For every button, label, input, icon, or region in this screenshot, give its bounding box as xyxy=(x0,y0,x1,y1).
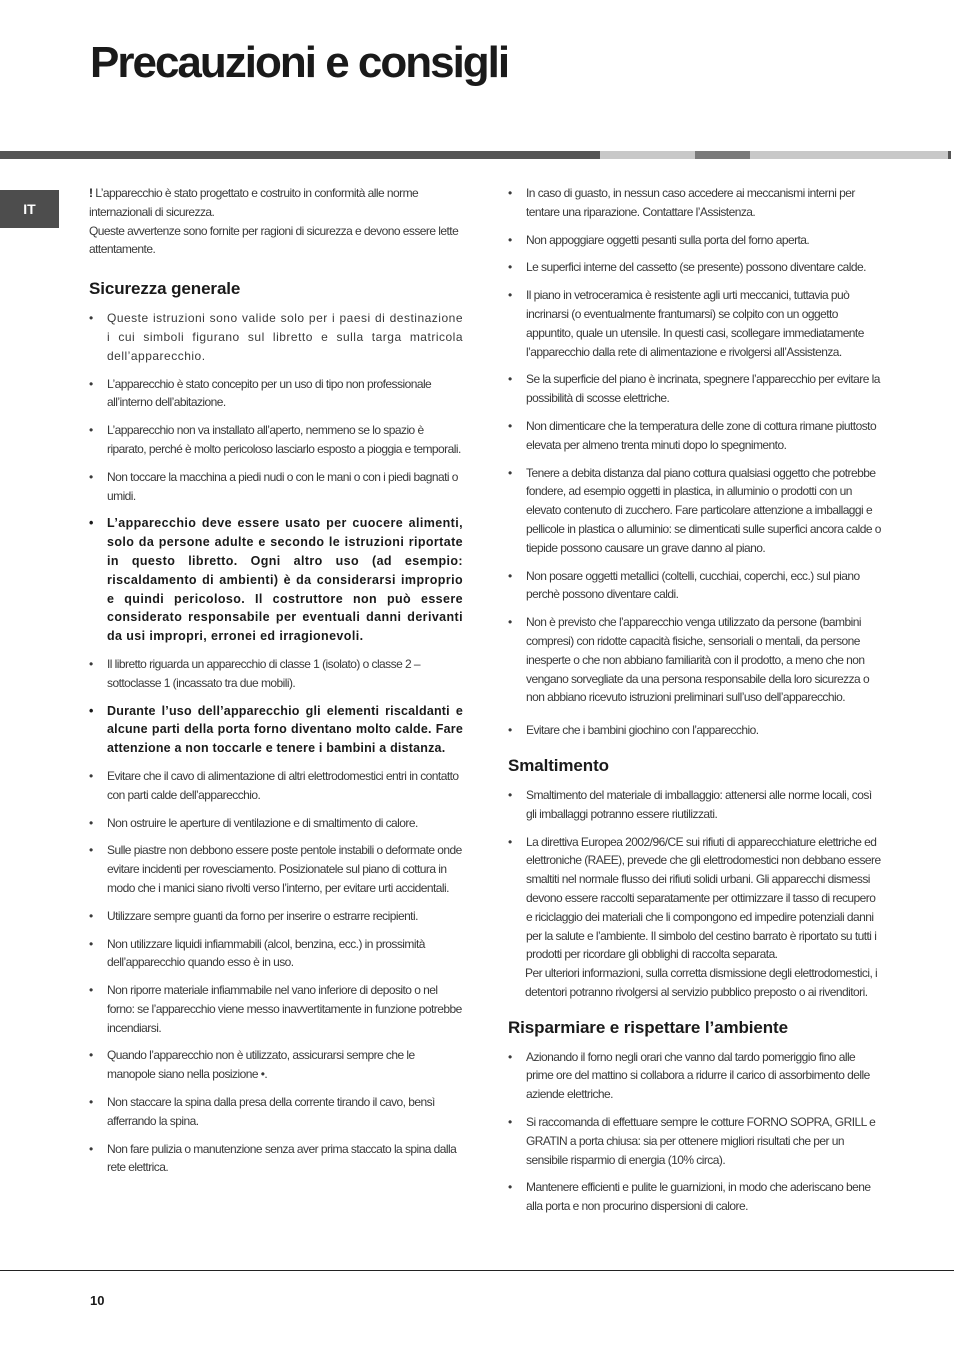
list-item: • Se la superficie del piano è incrinata, spegnere l’apparecchio per evitare la possibilità di scosse elettriche. xyxy=(508,370,882,408)
section-heading-disposal: Smaltimento xyxy=(508,755,609,775)
list-item: • Non fare pulizia o manutenzione senza aver prima staccato la spina dalla rete elettrica. xyxy=(89,1140,463,1178)
list-item: • Sulle piastre non debbono essere poste pentole instabili o deformate onde evitare incidenti per rovesciamento. Posizionatele sul piano di cottura in modo che i manici siano rivolti verso l’interno, per evitare urti accidentali. xyxy=(89,841,463,897)
list-item: • Non è previsto che l’apparecchio venga utilizzato da persone (bambini compresi) con ridotte capacità fisiche, sensoriali o mentali, da persone inesperte o che non abbiano familiarità con il prodotto, a meno che non vengano sorvegliate da una persona responsabile della loro sicurezza o non abbiano ricevuto istruzioni preliminari sull’uso dell’apparecchio. xyxy=(508,613,882,707)
header-bar-dark xyxy=(0,151,600,159)
list-item: • Non utilizzare liquidi infiammabili (alcol, benzina, ecc.) in prossimità dell’apparecchio quando esso è in uso. xyxy=(89,935,463,973)
list-item: • Non posare oggetti metallici (coltelli, cucchiai, coperchi, ecc.) sul piano perchè possono diventare caldi. xyxy=(508,567,882,605)
list-item: • Non staccare la spina dalla presa della corrente tirando il cavo, bensì afferrando la spina. xyxy=(89,1093,463,1131)
list-item: • In caso di guasto, in nessun caso accedere ai meccanismi interni per tentare una riparazione. Contattare l’Assistenza. xyxy=(508,184,882,222)
list-item: • Il piano in vetroceramica è resistente agli urti meccanici, tuttavia può incrinarsi (o eventualmente frantumarsi) se colpito con un oggetto appuntito, quale un utensile. In questi casi, scollegare immediatamente l’apparecchio dalla rete di alimentazione e rivolgersi all’Assistenza. xyxy=(508,286,882,361)
list-item: • Non dimenticare che la temperatura delle zone di cottura rimane piuttosto elevata per almeno trenta minuti dopo lo spegnimento. xyxy=(508,417,882,455)
page-title: Precauzioni e consigli xyxy=(90,38,509,87)
saving-list xyxy=(508,1048,882,1216)
list-item: • Non appoggiare oggetti pesanti sulla porta del forno aperta. xyxy=(508,231,882,250)
header-bar-tick xyxy=(948,151,951,159)
general-list xyxy=(89,309,463,1177)
list-item: • Queste istruzioni sono valide solo per i paesi di destinazione i cui simboli figurano sul libretto e sulla targa matricola dell’apparecchio. xyxy=(89,309,463,365)
list-item: • Smaltimento del materiale di imballaggio: attenersi alle norme locali, così gli imballaggi potranno essere riutilizzati. xyxy=(508,786,882,824)
list-item: • Si raccomanda di effettuare sempre le cotture FORNO SOPRA, GRILL e GRATIN a porta chiusa: sia per ottenere migliori risultati che per un sensibile risparmio di energia (10% circa). xyxy=(508,1113,882,1169)
intro-line-1: L’apparecchio è stato progettato e costruito in conformità alle norme internazionali di sicurezza. xyxy=(89,186,419,219)
list-item: • Evitare che i bambini giochino con l’apparecchio. xyxy=(508,721,882,740)
header-bar-light-end xyxy=(750,151,948,159)
list-item: • Quando l’apparecchio non è utilizzato, assicurarsi sempre che le manopole siano nella posizione •. xyxy=(89,1046,463,1084)
list-item: • Mantenere efficienti e pulite le guarnizioni, in modo che aderiscano bene alla porta e non procurino dispersioni di calore. xyxy=(508,1178,882,1216)
right-column xyxy=(508,184,882,1216)
list-item: • L’apparecchio deve essere usato per cuocere alimenti, solo da persone adulte e secondo le istruzioni riportate in questo libretto. Ogni altro uso (ad esempio: riscaldamento di ambienti) è da considerarsi improprio e quindi pericoloso. Il costruttore non può essere considerato responsabile per eventuali danni derivanti da usi impropri, erronei ed irragionevoli. xyxy=(89,514,463,646)
list-item: • Utilizzare sempre guanti da forno per inserire o estrarre recipienti. xyxy=(89,907,463,926)
language-tab: IT xyxy=(0,190,59,228)
list-item: • Non toccare la macchina a piedi nudi o con le mani o con i piedi bagnati o umidi. xyxy=(89,468,463,506)
list-item: • Il libretto riguarda un apparecchio di classe 1 (isolato) o classe 2 – sottoclasse 1 (incassato tra due mobili). xyxy=(89,655,463,693)
list-item: • Durante l’uso dell’apparecchio gli elementi riscaldanti e alcune parti della porta forno diventano molto calde. Fare attenzione a non toccarle e tenere i bambini a distanza. xyxy=(89,702,463,758)
list-item: • La direttiva Europea 2002/96/CE sui rifiuti di apparecchiature elettriche ed elettroniche (RAEE), prevede che gli elettrodomestici non debbano essere smaltiti nel normale flusso dei rifiuti solidi urbani. Gli apparecchi dismessi devono essere raccolti separatamente per ottimizzare il tasso di recupero e riciclaggio dei materiali che li compongono ed impedire potenziali danni per la salute e l’ambiente. Il simbolo del cestino barrato è riportato su tutti i prodotti per ricordare gli obblighi di raccolta separata. xyxy=(508,833,882,965)
list-item: • L’apparecchio non va installato all’aperto, nemmeno se lo spazio è riparato, perché è molto pericoloso lasciarlo esposto a pioggia e temporali. xyxy=(89,421,463,459)
section-heading-saving: Risparmiare e rispettare l’ambiente xyxy=(508,1017,788,1037)
list-item: • Non riporre materiale infiammabile nel vano inferiore di deposito o nel forno: se l’apparecchio viene messo inavvertitamente in funzione potrebbe incendiarsi. xyxy=(89,981,463,1037)
page-number: 10 xyxy=(90,1293,105,1308)
intro xyxy=(89,184,463,259)
general-list-continued xyxy=(508,184,882,740)
header-bar-mid xyxy=(695,151,750,159)
list-item: • Azionando il forno negli orari che vanno dal tardo pomeriggio fino alle prime ore del mattino si collabora a ridurre il carico di assorbimento delle aziende elettriche. xyxy=(508,1048,882,1104)
list-item: • Evitare che il cavo di alimentazione di altri elettrodomestici entri in contatto con parti calde dell’apparecchio. xyxy=(89,767,463,805)
footer-rule xyxy=(0,1270,954,1271)
list-item: • Non ostruire le aperture di ventilazione e di smaltimento di calore. xyxy=(89,814,463,833)
section-heading-general: Sicurezza generale xyxy=(89,279,241,299)
list-item: • L’apparecchio è stato concepito per un uso di tipo non professionale all’interno dell’abitazione. xyxy=(89,375,463,413)
list-item: • Le superfici interne del cassetto (se presente) possono diventare calde. xyxy=(508,258,882,277)
intro-line-2: Queste avvertenze sono fornite per ragioni di sicurezza e devono essere lette attentamente. xyxy=(89,223,459,257)
intro-paragraph xyxy=(89,184,463,222)
header-bar-light xyxy=(600,151,695,159)
disposal-note: Per ulteriori informazioni, sulla corretta dismissione degli elettrodomestici, i detentori potranno rivolgersi al servizio pubblico preposto o ai rivenditori. xyxy=(525,966,878,999)
warning-mark: ! xyxy=(89,186,93,200)
disposal-list xyxy=(508,786,882,964)
list-item: • Tenere a debita distanza dal piano cottura qualsiasi oggetto che potrebbe fondere, ad esempio oggetti in plastica, in alluminio o prodotti con un elevato contenuto di zucchero. Fare particolare attenzione a imballaggi e pellicole in plastica o alluminio: se dimenticati sulle superfici ancora calde o tiepide possono causare un grave danno al piano. xyxy=(508,464,882,558)
left-column xyxy=(89,184,463,1177)
